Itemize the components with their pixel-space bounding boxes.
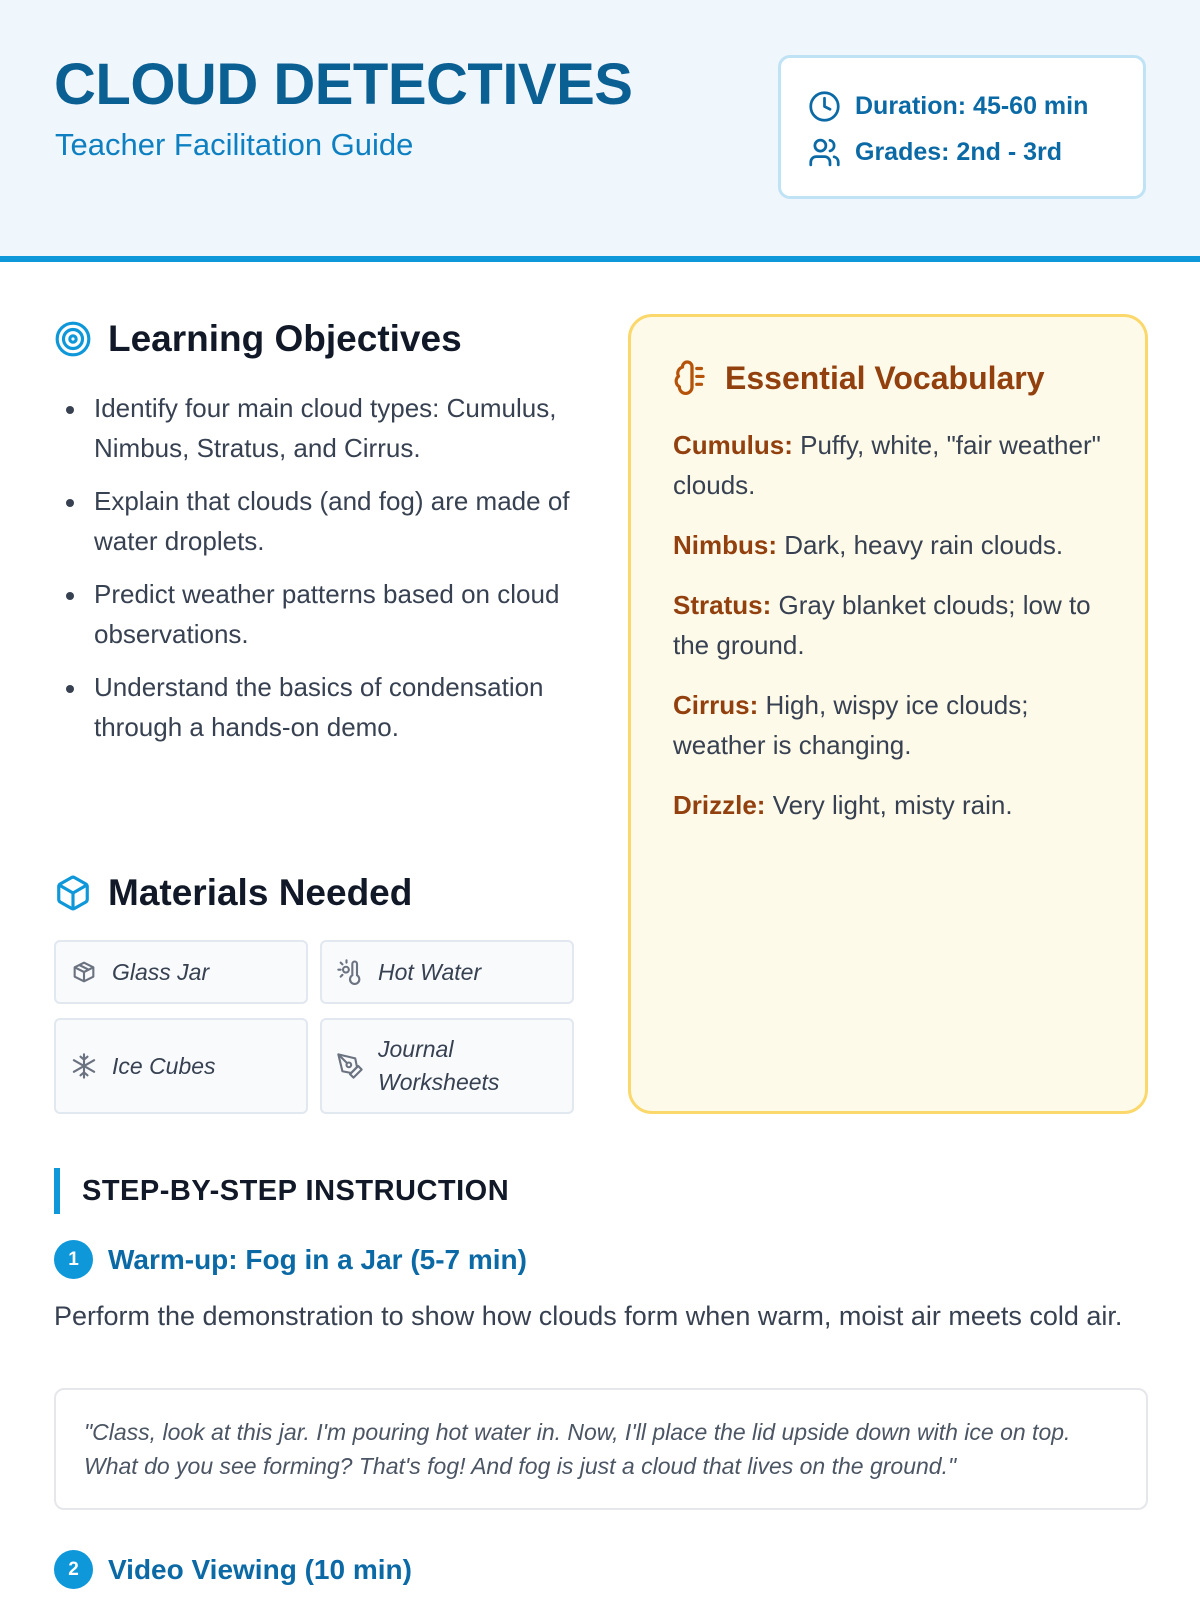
- vocabulary-card: [628, 314, 1148, 1114]
- target-icon: [54, 320, 92, 358]
- materials-heading: [54, 872, 412, 914]
- objectives-title: Learning Objectives: [108, 318, 462, 359]
- pen-tool-icon: [336, 1052, 364, 1080]
- material-item: Glass Jar: [54, 940, 308, 1004]
- vocabulary-title: Essential Vocabulary: [725, 359, 1045, 396]
- step-2-title: 2 Video Viewing (10 min): [54, 1550, 412, 1589]
- grades-row: [808, 136, 1062, 169]
- steps-heading: STEP-BY-STEP INSTRUCTION: [54, 1168, 509, 1214]
- list-item: Explain that clouds (and fog) are made of water droplets.: [62, 481, 582, 561]
- objectives-list: [62, 388, 582, 760]
- vocab-entry: Cumulus: Puffy, white, "fair weather" clouds.: [673, 430, 1101, 500]
- material-item: Ice Cubes: [54, 1018, 308, 1114]
- vocab-entry: Cirrus: High, wispy ice clouds; weather is changing.: [673, 690, 1029, 760]
- duration-text: Duration: 45-60 min: [855, 92, 1089, 120]
- step-number-badge: 1: [54, 1240, 93, 1279]
- vocab-entry: Nimbus: Dark, heavy rain clouds.: [673, 530, 1064, 560]
- clock-icon: [808, 90, 841, 123]
- vocabulary-heading: [673, 359, 1045, 397]
- step-1-title: 1 Warm-up: Fog in a Jar (5-7 min): [54, 1240, 527, 1279]
- snowflake-icon: [70, 1052, 98, 1080]
- vocab-entry: Drizzle: Very light, misty rain.: [673, 790, 1013, 820]
- material-item: Journal Worksheets: [320, 1018, 574, 1114]
- list-item: Understand the basics of condensation through a hands-on demo.: [62, 667, 582, 747]
- objectives-heading: [54, 318, 462, 360]
- teacher-script-quote: "Class, look at this jar. I'm pouring hot water in. Now, I'll place the lid upside down with ice on top. What do you see forming? That's fog! And fog is just a cloud that lives on the ground.": [54, 1388, 1148, 1510]
- step-number-badge: 2: [54, 1550, 93, 1589]
- list-item: Identify four main cloud types: Cumulus, Nimbus, Stratus, and Cirrus.: [62, 388, 582, 468]
- vocabulary-list: [673, 425, 1113, 845]
- page-title: CLOUD DETECTIVES: [54, 52, 633, 117]
- brain-icon: [673, 359, 711, 397]
- thermometer-sun-icon: [336, 958, 364, 986]
- lesson-info-card: [778, 55, 1146, 199]
- vocab-entry: Stratus: Gray blanket clouds; low to the ground.: [673, 590, 1091, 660]
- list-item: Predict weather patterns based on cloud observations.: [62, 574, 582, 654]
- page-subtitle: Teacher Facilitation Guide: [55, 127, 414, 162]
- box-icon: [54, 874, 92, 912]
- page-header: [0, 0, 1200, 262]
- jar-icon: [70, 958, 98, 986]
- step-1-description: Perform the demonstration to show how clouds form when warm, moist air meets cold air.: [54, 1301, 1123, 1331]
- materials-title: Materials Needed: [108, 872, 413, 913]
- duration-row: [808, 90, 1088, 123]
- grades-text: Grades: 2nd - 3rd: [855, 138, 1062, 166]
- users-icon: [808, 136, 841, 169]
- material-item: Hot Water: [320, 940, 574, 1004]
